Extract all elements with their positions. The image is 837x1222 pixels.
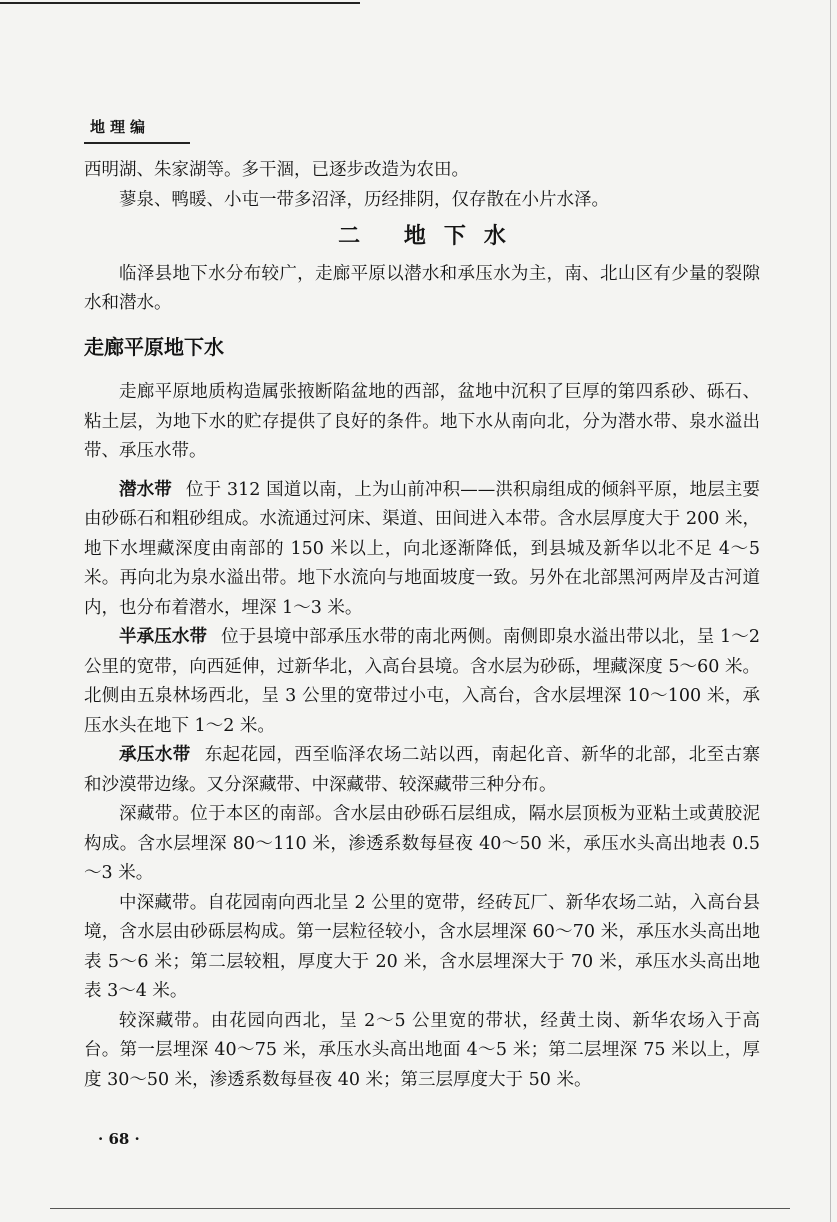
subzone-paragraph: 中深藏带。自花园南向西北呈 2 公里的宽带，经砖瓦厂、新华农场二站，入高台县境，含水层由砂砾层构成。第一层粒径较小，含水层埋深 60～70 米，承压水头高出地表 5～6 米；第二层较粗，厚度大于 20 米，含水层埋深大于 70 米，承压水头高出地表 3～4 米。	[84, 892, 760, 1001]
page-edge	[830, 0, 831, 1222]
section-title: 二 地下水	[338, 224, 524, 249]
header-rule	[84, 142, 190, 144]
subheading: 走廊平原地下水	[84, 334, 224, 359]
zone-term: 潜水带	[119, 479, 172, 500]
zone-text: 位于县境中部承压水带的南北两侧。南侧即泉水溢出带以北，呈 1～2 公里的宽带，向西延伸，过新华北，入高台县境。含水层为砂砾，埋藏深度 5～60 米。北侧由五泉林场西北，呈 3 公里的宽带过小屯，入高台，含水层埋深 10～100 米，承压水头在地下 1～2 米。	[84, 627, 760, 736]
top-rule	[0, 2, 360, 4]
running-header: 地理编	[90, 118, 151, 136]
paragraph: 蓼泉、鸭暖、小屯一带多沼泽，历经排阴，仅存散在小片水泽。	[119, 189, 609, 210]
subzone-paragraph: 较深藏带。由花园向西北，呈 2～5 公里宽的带状，经黄土岗、新华农场入于高台。第一层埋深 40～75 米，承压水头高出地面 4～5 米；第二层埋深 75 米以上，厚度 30～50 米，渗透系数每昼夜 40 米；第三层厚度大于 50 米。	[84, 1010, 760, 1090]
zone-paragraph	[84, 623, 760, 741]
page-body	[84, 156, 760, 1095]
bottom-rule	[50, 1208, 790, 1209]
zone-paragraph	[84, 741, 760, 800]
section-intro: 临泽县地下水分布较广，走廊平原以潜水和承压水为主，南、北山区有少量的裂隙水和潜水。	[84, 263, 760, 313]
zone-text: 东起花园，西至临泽农场二站以西，南起化音、新华的北部，北至古寨和沙漠带边缘。又分深藏带、中深藏带、较深藏带三种分布。	[84, 745, 761, 795]
subzone-paragraph: 深藏带。位于本区的南部。含水层由砂砾石层组成，隔水层顶板为亚粘土或黄胶泥构成。含水层埋深 80～110 米，渗透系数每昼夜 40～50 米，承压水头高出地表 0.5～3 米。	[84, 804, 760, 883]
page-number: · 68 ·	[98, 1130, 140, 1148]
overview-paragraph: 走廊平原地质构造属张掖断陷盆地的西部，盆地中沉积了巨厚的第四系砂、砾石、粘土层，为地下水的贮存提供了良好的条件。地下水从南向北，分为潜水带、泉水溢出带、承压水带。	[84, 382, 760, 461]
zone-paragraph	[84, 476, 760, 624]
zone-term: 半承压水带	[119, 627, 208, 647]
paragraph: 西明湖、朱家湖等。多干涸，已逐步改造为农田。	[84, 160, 469, 180]
zone-term: 承压水带	[119, 745, 191, 765]
zone-text: 位于 312 国道以南，上为山前冲积——洪积扇组成的倾斜平原，地层主要由砂砾石和粗砂组成。水流通过河床、渠道、田间进入本带。含水层厚度大于 200 米，地下水埋藏深度由南部的 150 米以上，向北逐渐降低，到县城及新华以北不足 4～5 米。再向北为泉水溢出带。地下水流向与地面坡度一致。另外在北部黑河两岸及古河道内，也分布着潜水，埋深 1～3 米。	[84, 479, 760, 618]
